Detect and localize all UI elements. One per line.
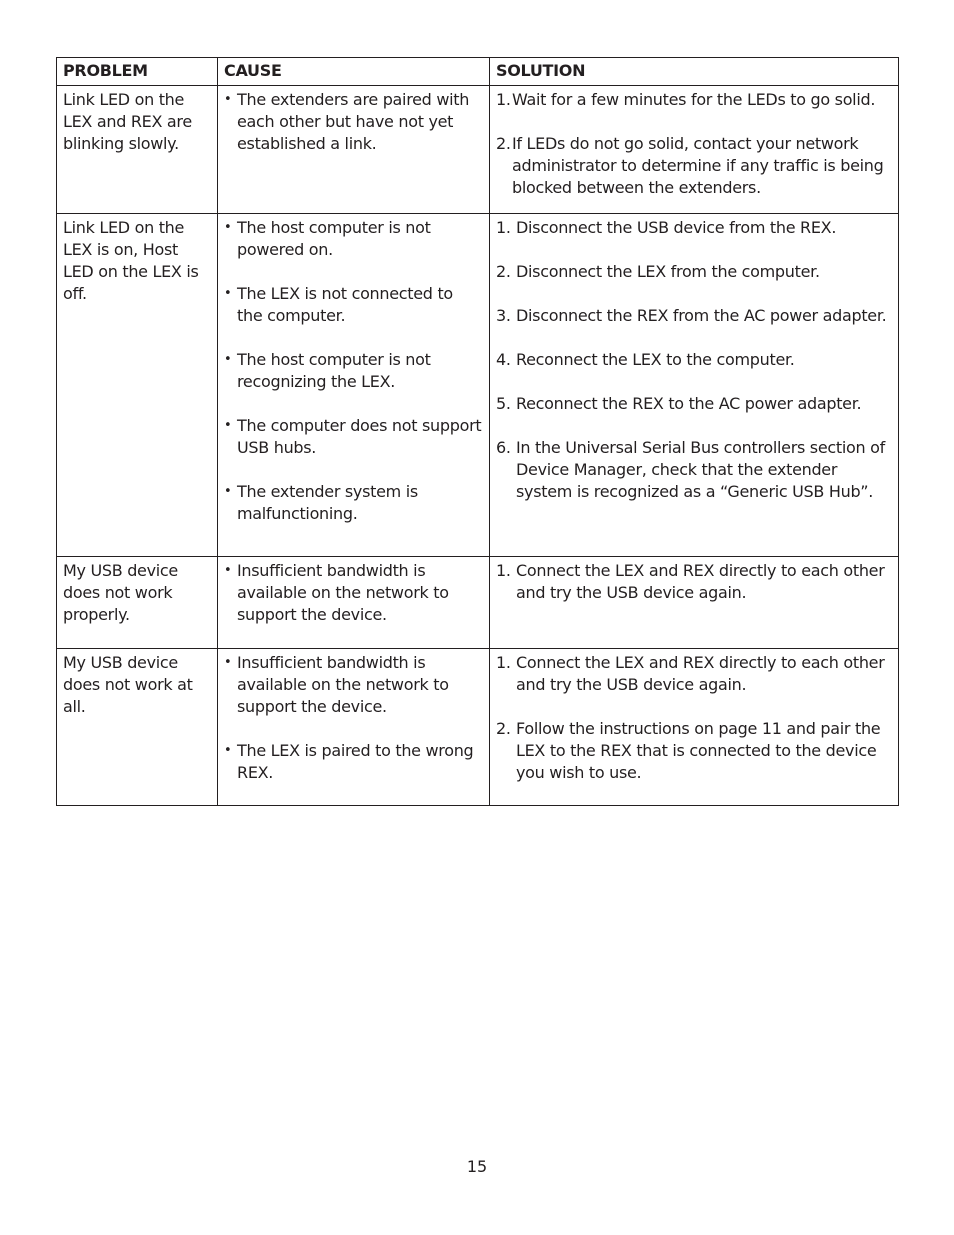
problem-cell: Link LED on the LEX and REX are blinking slowly. xyxy=(57,86,218,214)
solution-list xyxy=(496,217,892,503)
table-row xyxy=(57,649,899,806)
solution-cell xyxy=(490,86,899,214)
table-row xyxy=(57,86,899,214)
solution-item: 5. Reconnect the REX to the AC power adapter. xyxy=(496,394,862,413)
problem-cell: My USB device does not work properly. xyxy=(57,557,218,649)
table-header-row xyxy=(57,58,899,86)
solution-item: 1. Wait for a few minutes for the LEDs to go solid. xyxy=(496,90,876,109)
cause-item: • The extender system is malfunctioning. xyxy=(224,482,418,523)
solution-item: 1. Connect the LEX and REX directly to each other and try the USB device again. xyxy=(496,653,885,694)
cause-list xyxy=(224,217,483,525)
bullet-icon: • xyxy=(224,352,232,367)
problem-cell: My USB device does not work at all. xyxy=(57,649,218,806)
solution-item: 4. Reconnect the LEX to the computer. xyxy=(496,350,795,369)
bullet-icon: • xyxy=(224,563,232,578)
solution-list xyxy=(496,652,892,784)
cause-cell xyxy=(218,86,490,214)
header-solution: SOLUTION xyxy=(490,58,899,86)
solution-item: 6. In the Universal Serial Bus controllers section of Device Manager, check that the extender system is recognized as a “Generic USB Hub”. xyxy=(496,438,885,501)
table-row xyxy=(57,214,899,557)
cause-cell xyxy=(218,557,490,649)
header-problem: PROBLEM xyxy=(57,58,218,86)
solution-item: 1. Connect the LEX and REX directly to each other and try the USB device again. xyxy=(496,561,885,602)
solution-cell xyxy=(490,649,899,806)
solution-item: 3. Disconnect the REX from the AC power adapter. xyxy=(496,306,887,325)
troubleshooting-table xyxy=(56,57,899,806)
solution-item: 2. Follow the instructions on page 11 and pair the LEX to the REX that is connected to the device you wish to use. xyxy=(496,719,881,782)
problem-cell: Link LED on the LEX is on, Host LED on the LEX is off. xyxy=(57,214,218,557)
table-row xyxy=(57,557,899,649)
solution-cell xyxy=(490,214,899,557)
solution-list xyxy=(496,89,892,199)
cause-item: • The computer does not support USB hubs. xyxy=(224,416,482,457)
cause-item: • Insufficient bandwidth is available on the network to support the device. xyxy=(224,561,449,624)
bullet-icon: • xyxy=(224,484,232,499)
cause-cell xyxy=(218,214,490,557)
page-number: 15 xyxy=(466,1157,488,1176)
bullet-icon: • xyxy=(224,286,232,301)
cause-list xyxy=(224,560,483,626)
cause-item: • The extenders are paired with each other but have not yet established a link. xyxy=(224,90,470,153)
bullet-icon: • xyxy=(224,418,232,433)
cause-list xyxy=(224,652,483,784)
solution-list xyxy=(496,560,892,604)
solution-item: 2. Disconnect the LEX from the computer. xyxy=(496,262,820,281)
cause-item: • Insufficient bandwidth is available on the network to support the device. xyxy=(224,653,449,716)
cause-cell xyxy=(218,649,490,806)
bullet-icon: • xyxy=(224,220,232,235)
cause-item: • The LEX is not connected to the computer. xyxy=(224,284,453,325)
cause-item: • The host computer is not recognizing the LEX. xyxy=(224,350,431,391)
solution-item: 2. If LEDs do not go solid, contact your network administrator to determine if any traffic is being blocked between the extenders. xyxy=(496,134,884,197)
cause-item: • The LEX is paired to the wrong REX. xyxy=(224,741,474,782)
bullet-icon: • xyxy=(224,92,232,107)
solution-cell xyxy=(490,557,899,649)
bullet-icon: • xyxy=(224,655,232,670)
header-cause: CAUSE xyxy=(218,58,490,86)
solution-item: 1. Disconnect the USB device from the REX. xyxy=(496,218,837,237)
cause-item: • The host computer is not powered on. xyxy=(224,218,431,259)
cause-list xyxy=(224,89,483,155)
bullet-icon: • xyxy=(224,743,232,758)
